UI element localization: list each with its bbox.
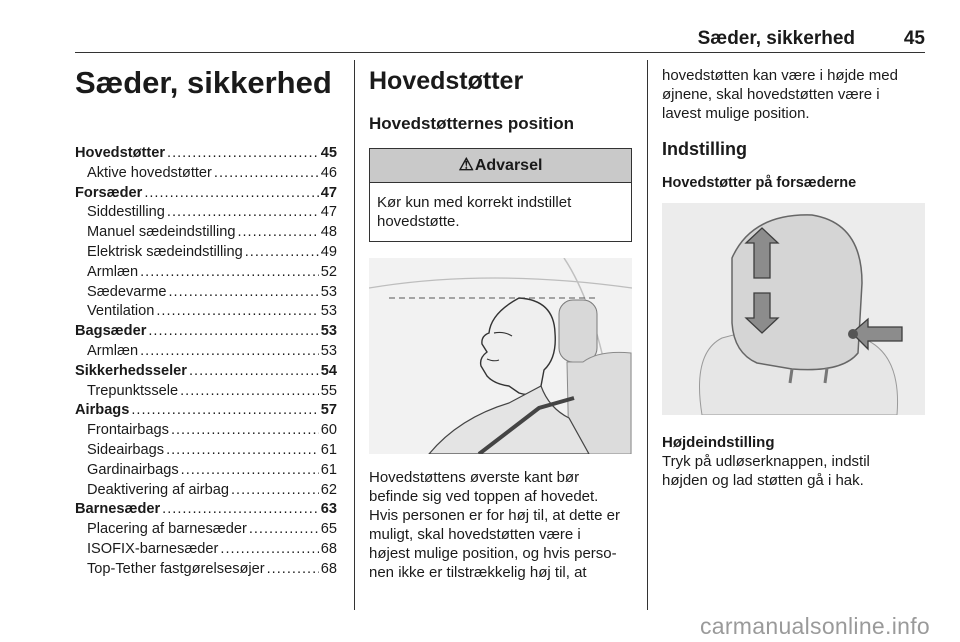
toc-entry-page: 61: [320, 441, 337, 458]
watermark: carmanualsonline.info: [699, 613, 930, 639]
toc-leader-dots: [167, 203, 319, 223]
toc-entry-page: 63: [320, 501, 337, 518]
toc-entry[interactable]: [75, 164, 337, 184]
page-header: [75, 26, 925, 53]
toc-entry[interactable]: [75, 302, 337, 322]
toc-entry[interactable]: [75, 382, 337, 402]
table-of-contents: [75, 144, 337, 580]
toc-entry-title: Airbags: [75, 402, 130, 419]
text-line: Hovedstøttens øverste kant bør: [369, 469, 580, 486]
toc-entry-title: Sikkerhedsseler: [75, 362, 187, 379]
toc-leader-dots: [245, 243, 319, 263]
toc-entry[interactable]: [75, 461, 337, 481]
toc-entry[interactable]: [75, 243, 337, 263]
toc-leader-dots: [237, 223, 318, 243]
toc-leader-dots: [220, 540, 318, 560]
toc-entry-title: ISOFIX-barnesæder: [87, 540, 219, 557]
text-line: nen ikke er tilstrækkelig høj til, at: [369, 564, 587, 581]
toc-leader-dots: [140, 342, 319, 362]
toc-leader-dots: [144, 184, 318, 204]
toc-entry-page: 53: [320, 283, 337, 300]
toc-entry-title: Frontairbags: [87, 422, 169, 439]
front-seats-subheading: Hovedstøtter på forsæderne: [662, 175, 857, 191]
toc-entry-title: Elektrisk sædeindstilling: [87, 243, 243, 260]
toc-leader-dots: [156, 302, 318, 322]
warning-triangle-icon: ⚠: [458, 155, 474, 174]
toc-entry[interactable]: [75, 520, 337, 540]
toc-entry-title: Trepunktssele: [87, 382, 179, 399]
toc-entry-title: Manuel sædeindstilling: [87, 224, 236, 241]
toc-leader-dots: [148, 322, 318, 342]
toc-leader-dots: [169, 283, 319, 303]
toc-entry[interactable]: [75, 223, 337, 243]
toc-entry-title: Armlæn: [87, 263, 139, 280]
toc-leader-dots: [249, 520, 319, 540]
toc-leader-dots: [231, 481, 319, 501]
toc-entry-page: 61: [320, 461, 337, 478]
toc-leader-dots: [171, 421, 319, 441]
instructions-column: [662, 60, 925, 490]
toc-entry[interactable]: [75, 362, 337, 382]
head-restraint-position-illustration: [369, 258, 632, 454]
toc-entry-page: 49: [320, 243, 337, 260]
toc-entry-page: 65: [320, 521, 337, 538]
toc-entry[interactable]: [75, 481, 337, 501]
warning-text: Kør kun med korrekt indstillet hovedstøtte.: [377, 194, 572, 230]
toc-entry-page: 47: [320, 184, 337, 201]
adjustment-heading: Indstilling: [662, 139, 747, 159]
toc-entry-title: Siddestilling: [87, 204, 165, 221]
text-line: højest mulige position, og hvis perso-: [369, 545, 617, 562]
toc-entry-page: 53: [320, 342, 337, 359]
toc-entry-title: Barnesæder: [75, 501, 161, 518]
toc-entry-title: Ventilation: [87, 303, 155, 320]
toc-leader-dots: [267, 560, 319, 580]
text-line: hovedstøtten kan være i højde med: [662, 67, 898, 84]
toc-leader-dots: [180, 382, 319, 402]
toc-entry-page: 48: [320, 224, 337, 241]
toc-entry-page: 68: [320, 560, 337, 577]
running-title: Sæder, sikkerhed: [697, 28, 855, 49]
toc-entry-title: Armlæn: [87, 342, 139, 359]
continued-text: [662, 66, 925, 123]
warning-header: [370, 149, 631, 183]
height-adjustment-label: Højdeindstilling: [662, 434, 775, 451]
toc-entry-page: 62: [320, 481, 337, 498]
toc-entry-title: Bagsæder: [75, 323, 147, 340]
toc-entry-page: 54: [320, 362, 337, 379]
toc-entry[interactable]: [75, 322, 337, 342]
column-divider: [354, 60, 355, 610]
toc-leader-dots: [167, 144, 319, 164]
toc-entry-page: 45: [320, 145, 337, 161]
toc-leader-dots: [166, 441, 319, 461]
toc-entry-title: Forsæder: [75, 184, 143, 201]
toc-entry[interactable]: [75, 184, 337, 204]
text-line: befinde sig ved toppen af hovedet.: [369, 488, 599, 505]
text-line: muligt, skal hovedstøtten være i: [369, 526, 581, 543]
toc-entry-title: Aktive hovedstøtter: [87, 164, 212, 181]
toc-entry[interactable]: [75, 401, 337, 421]
column-divider: [647, 60, 648, 610]
toc-entry-page: 47: [320, 204, 337, 221]
subsection-title: Hovedstøtternes position: [369, 114, 574, 133]
toc-entry-page: 53: [320, 323, 337, 340]
chapter-title: Sæder, sikkerhed: [75, 65, 332, 100]
head-restraint-adjustment-illustration: [662, 203, 925, 415]
toc-entry-page: 52: [320, 263, 337, 280]
toc-entry[interactable]: [75, 560, 337, 580]
toc-entry-title: Deaktivering af airbag: [87, 481, 229, 498]
toc-entry-title: Hovedstøtter: [75, 145, 166, 161]
toc-leader-dots: [189, 362, 319, 382]
text-line: Hvis personen er for høj til, at dette er: [369, 507, 620, 524]
toc-leader-dots: [162, 500, 319, 520]
toc-entry-page: 53: [320, 303, 337, 320]
toc-entry-title: Top-Tether fastgørelsesøjer: [87, 560, 265, 577]
section-body: [369, 468, 632, 582]
warning-title: Advarsel: [474, 157, 543, 174]
toc-leader-dots: [131, 401, 318, 421]
toc-entry[interactable]: [75, 421, 337, 441]
section-column: [369, 60, 632, 582]
toc-entry-title: Sideairbags: [87, 441, 165, 458]
toc-entry[interactable]: [75, 500, 337, 520]
toc-leader-dots: [140, 263, 319, 283]
toc-entry-title: Gardinairbags: [87, 461, 179, 478]
toc-entry[interactable]: [75, 144, 337, 164]
chapter-column: [75, 60, 337, 580]
toc-entry[interactable]: [75, 441, 337, 461]
toc-entry[interactable]: [75, 342, 337, 362]
toc-leader-dots: [181, 461, 319, 481]
toc-entry-title: Sædevarme: [87, 283, 167, 300]
toc-entry[interactable]: [75, 263, 337, 283]
warning-box: [369, 148, 632, 242]
toc-entry[interactable]: [75, 283, 337, 303]
height-adjustment-text: [662, 452, 925, 490]
toc-entry-page: 46: [320, 164, 337, 181]
toc-entry-page: 60: [320, 422, 337, 439]
text-line: højden og lad støtten gå i hak.: [662, 472, 864, 489]
toc-leader-dots: [214, 164, 319, 184]
toc-entry[interactable]: [75, 540, 337, 560]
page-number: 45: [903, 28, 925, 49]
text-line: lavest mulige position.: [662, 105, 810, 122]
toc-entry-page: 57: [320, 402, 337, 419]
toc-entry[interactable]: [75, 203, 337, 223]
toc-entry-page: 55: [320, 382, 337, 399]
toc-entry-page: 68: [320, 540, 337, 557]
text-line: Tryk på udløserknappen, indstil: [662, 453, 870, 470]
section-title: Hovedstøtter: [369, 67, 524, 95]
text-line: øjnene, skal hovedstøtten være i: [662, 86, 880, 103]
toc-entry-title: Placering af barnesæder: [87, 521, 247, 538]
